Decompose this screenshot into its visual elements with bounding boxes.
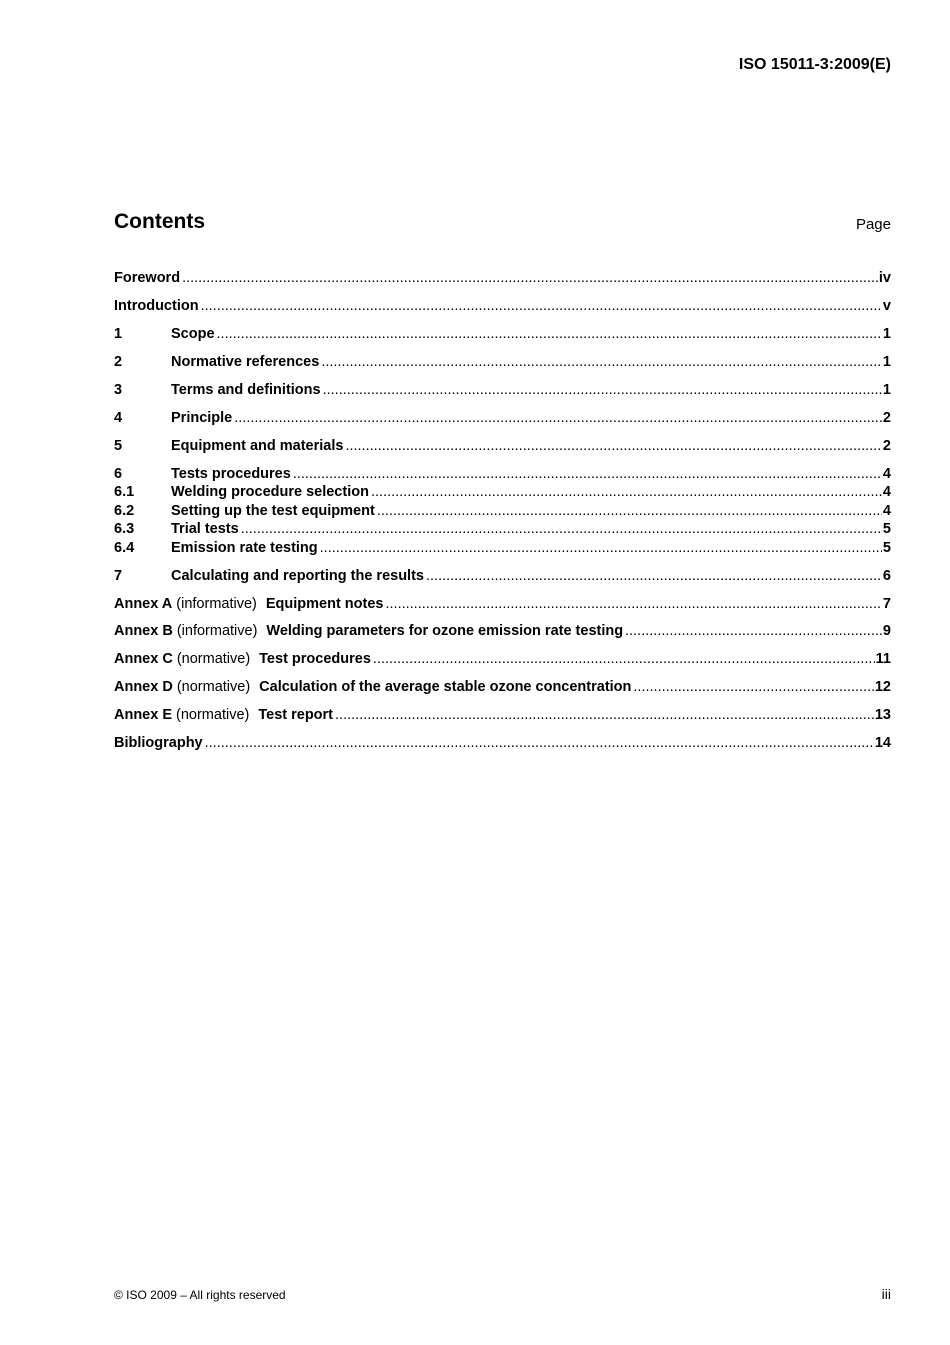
toc-entry-page: 2 [882,438,891,454]
toc-entry-title: Principle [171,410,233,426]
toc-entry-section-6-2[interactable] [114,502,891,520]
toc-leader-dots [241,520,882,538]
toc-entry-page: 9 [882,623,891,639]
toc-entry-page: 13 [874,707,891,723]
toc-annex-label: Annex A [114,596,173,612]
toc-entry-title: Emission rate testing [171,540,318,556]
toc-entry-number: 6.1 [114,484,135,500]
toc-entry-page: 14 [874,735,891,751]
toc-entry-annex-b[interactable] [114,622,891,640]
toc-entry-number: 1 [114,326,123,342]
toc-leader-dots [205,734,874,752]
toc-entry-title: Calculating and reporting the results [171,568,424,584]
toc-entry-page: 4 [882,466,891,482]
toc-leader-dots [377,502,882,520]
toc-entry-page: 1 [882,354,891,370]
toc-entry-title: Scope [171,326,215,342]
toc-entry-page: 5 [882,540,891,556]
toc-entry-section-5[interactable] [114,437,891,455]
toc-entry-number: 4 [114,410,123,426]
toc-entry-page: 1 [882,326,891,342]
toc-entry-annex-e[interactable] [114,706,891,724]
toc-entry-page: 5 [882,521,891,537]
toc-entry-title: Calculation of the average stable ozone concentration [259,679,632,695]
toc-entry-page: 2 [882,410,891,426]
toc-leader-dots [323,381,882,399]
toc-entry-page: 4 [882,503,891,519]
toc-entry-section-2[interactable] [114,353,891,371]
toc-annex-type: (normative) [176,679,251,695]
toc-leader-dots [201,297,882,315]
toc-entry-title: Normative references [171,354,320,370]
toc-leader-dots [320,539,882,557]
toc-entry-title: Tests procedures [171,466,291,482]
toc-entry-section-6-4[interactable] [114,539,891,557]
toc-leader-dots [633,678,873,696]
toc-leader-dots [373,650,875,668]
toc-entry-page: 4 [882,484,891,500]
toc-annex-type: (informative) [176,623,258,639]
toc-entry-section-6-1[interactable] [114,483,891,501]
toc-entry-bibliography[interactable] [114,734,891,752]
toc-entry-annex-c[interactable] [114,650,891,668]
toc-entry-introduction[interactable] [114,297,891,315]
toc-leader-dots [371,483,882,501]
document-id: ISO 15011-3:2009(E) [738,56,891,73]
toc-entry-number: 6.2 [114,503,135,519]
toc-leader-dots [321,353,882,371]
toc-entry-number: 6 [114,466,123,482]
toc-annex-label: Annex E [114,707,173,723]
toc-leader-dots [234,409,882,427]
toc-entry-title: Foreword [114,270,181,286]
toc-entry-section-7[interactable] [114,567,891,585]
toc-annex-type: (normative) [176,707,250,723]
toc-entry-title: Welding procedure selection [171,484,369,500]
toc-entry-title: Equipment notes [265,596,384,612]
toc-leader-dots [625,622,882,640]
toc-entry-page: 6 [882,568,891,584]
toc-entry-page: iv [878,270,891,286]
toc-entry-title: Bibliography [114,735,203,751]
toc-leader-dots [293,465,882,483]
toc-entry-title: Equipment and materials [171,438,344,454]
toc-entry-title: Trial tests [171,521,239,537]
contents-heading: Contents [114,210,205,233]
toc-entry-page: 12 [874,679,891,695]
toc-entry-number: 6.4 [114,540,135,556]
footer-copyright: © ISO 2009 – All rights reserved [114,1288,286,1302]
toc-entry-section-6[interactable] [114,465,891,483]
toc-entry-title: Terms and definitions [171,382,321,398]
toc-leader-dots [182,269,878,287]
toc-entry-foreword[interactable] [114,269,891,287]
toc-entry-number: 6.3 [114,521,135,537]
toc-entry-title: Welding parameters for ozone emission rate testing [266,623,624,639]
toc-entry-section-1[interactable] [114,325,891,343]
toc-entry-title: Test report [258,707,334,723]
toc-annex-label: Annex D [114,679,173,695]
toc-leader-dots [385,595,881,613]
toc-annex-label: Annex B [114,623,173,639]
page-column-label: Page [855,216,891,233]
toc-leader-dots [217,325,882,343]
toc-entry-annex-d[interactable] [114,678,891,696]
toc-annex-type: (normative) [176,651,251,667]
toc-entry-annex-a[interactable] [114,595,891,613]
toc-entry-number: 7 [114,568,123,584]
toc-entry-number: 5 [114,438,123,454]
toc-leader-dots [345,437,881,455]
toc-entry-section-4[interactable] [114,409,891,427]
toc-entry-title: Introduction [114,298,199,314]
toc-entry-page: 1 [882,382,891,398]
toc-entry-number: 2 [114,354,123,370]
toc-entry-page: v [882,298,891,314]
toc-entry-section-3[interactable] [114,381,891,399]
toc-entry-number: 3 [114,382,123,398]
toc-entry-page: 7 [882,596,891,612]
toc-entry-title: Setting up the test equipment [171,503,375,519]
toc-leader-dots [426,567,882,585]
toc-annex-label: Annex C [114,651,173,667]
toc-leader-dots [335,706,874,724]
toc-entry-title: Test procedures [259,651,371,667]
toc-entry-page: 11 [875,651,891,667]
footer-page-number: iii [881,1286,891,1302]
toc-entry-section-6-3[interactable] [114,520,891,538]
toc-annex-type: (informative) [176,596,257,612]
